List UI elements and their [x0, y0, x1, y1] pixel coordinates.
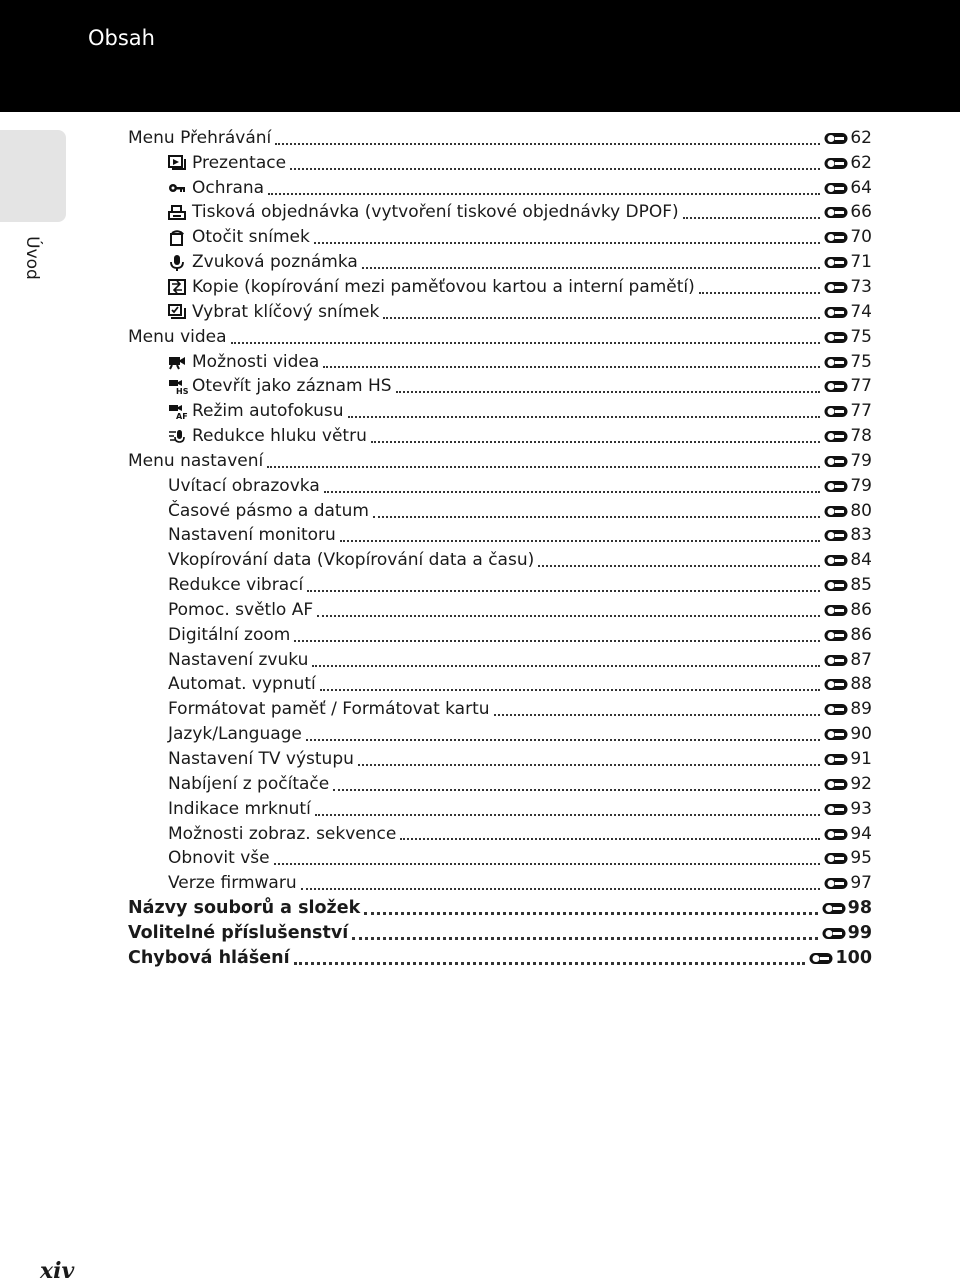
toc-entry[interactable]	[128, 548, 872, 573]
dot-leader	[315, 814, 821, 816]
dot-leader	[314, 242, 821, 244]
reference-section-icon	[824, 628, 848, 643]
toc-entry-title: Menu Přehrávání	[128, 127, 272, 148]
movie-hs-icon	[168, 379, 189, 396]
dot-leader	[683, 217, 821, 219]
page-reference	[824, 676, 872, 693]
page-reference	[824, 276, 872, 297]
toc-entry-page: 83	[850, 525, 872, 546]
toc-entry-title: Nastavení TV výstupu	[168, 749, 354, 770]
toc-entry[interactable]	[128, 350, 872, 375]
reference-section-icon	[824, 131, 848, 146]
toc-entry-title: Digitální zoom	[168, 624, 291, 645]
dot-leader	[290, 168, 820, 170]
toc-entry-page: 93	[850, 798, 872, 819]
reference-section-icon	[824, 454, 848, 469]
toc-entry[interactable]	[128, 474, 872, 499]
toc-entry-page: 90	[850, 724, 872, 745]
toc-entry-page: 78	[850, 426, 872, 447]
toc-entry[interactable]	[128, 673, 872, 698]
toc-entry-page: 79	[850, 450, 872, 471]
reference-section-icon	[822, 901, 846, 916]
reference-section-icon	[824, 528, 848, 543]
toc-entry[interactable]	[128, 126, 872, 151]
reference-section-icon	[809, 951, 833, 966]
reference-section-icon	[824, 479, 848, 494]
dot-leader	[364, 912, 817, 915]
dot-leader	[352, 937, 817, 940]
toc-entry[interactable]	[128, 399, 872, 424]
reference-section-icon	[824, 404, 848, 419]
page-reference	[824, 500, 872, 521]
toc-entry-title: Menu nastavení	[128, 450, 264, 471]
toc-entry-title: Možnosti videa	[192, 351, 320, 372]
dot-leader	[396, 391, 821, 393]
toc-entry-page: 100	[835, 947, 872, 968]
toc-entry[interactable]	[128, 275, 872, 300]
toc-entry[interactable]	[128, 921, 872, 946]
dot-leader	[400, 838, 820, 840]
dot-leader	[268, 193, 820, 195]
page-reference	[824, 850, 872, 867]
page-reference	[824, 552, 872, 569]
toc-entry-page: 75	[850, 351, 872, 372]
toc-entry-page: 70	[850, 227, 872, 248]
page-reference	[824, 527, 872, 544]
toc-entry[interactable]	[128, 300, 872, 325]
toc-entry-page: 62	[850, 127, 872, 148]
toc-entry-page: 86	[850, 624, 872, 645]
page-reference	[822, 897, 872, 918]
side-tab-label: Úvod	[22, 236, 42, 280]
page-reference	[824, 351, 872, 372]
toc-entry[interactable]	[128, 648, 872, 673]
print-order-icon	[168, 205, 186, 221]
dot-leader	[333, 789, 820, 791]
toc-entry[interactable]	[128, 374, 872, 399]
toc-entry-title: Pomoc. světlo AF	[168, 599, 314, 620]
dot-leader	[306, 739, 820, 741]
toc-entry-title: Indikace mrknutí	[168, 798, 311, 819]
reference-section-icon	[824, 677, 848, 692]
toc-entry[interactable]	[128, 449, 872, 474]
page-reference	[824, 428, 872, 445]
toc-entry-page: 84	[850, 550, 872, 571]
toc-entry-title: Jazyk/Language	[168, 724, 302, 745]
toc-entry-title: Kopie (kopírování mezi paměťovou kartou a interní pamětí)	[192, 276, 695, 297]
toc-entry-title: Režim autofokusu	[192, 401, 344, 422]
toc-entry-title: Volitelné příslušenství	[128, 922, 349, 943]
dot-leader	[348, 416, 821, 418]
toc-entry-title: Možnosti zobraz. sekvence	[168, 823, 397, 844]
page-number: xiv	[40, 1258, 75, 1284]
side-tab[interactable]	[0, 130, 66, 222]
reference-section-icon	[824, 578, 848, 593]
page-reference	[824, 254, 872, 271]
reference-section-icon	[824, 702, 848, 717]
dot-leader	[324, 491, 821, 493]
page-reference	[822, 922, 872, 943]
toc-entry-title: Chybová hlášení	[128, 947, 290, 968]
toc-entry-page: 71	[850, 252, 872, 273]
dot-leader	[320, 689, 821, 691]
page-reference	[824, 204, 872, 221]
page-reference	[824, 177, 872, 198]
dot-leader	[294, 962, 806, 965]
page-reference	[824, 127, 872, 148]
toc-entry-title: Prezentace	[192, 152, 287, 173]
toc-entry-page: 85	[850, 575, 872, 596]
svg-text:HS: HS	[176, 386, 189, 396]
dot-leader	[301, 888, 821, 890]
toc-entry-page: 88	[850, 674, 872, 695]
toc-entry[interactable]	[128, 225, 872, 250]
toc-entry-page: 89	[850, 699, 872, 720]
reference-section-icon	[824, 255, 848, 270]
toc-entry[interactable]	[128, 772, 872, 797]
header-bar	[0, 0, 960, 112]
reference-section-icon	[824, 156, 848, 171]
toc-entry-title: Redukce vibrací	[168, 575, 304, 596]
toc-entry-title: Zvuková poznámka	[192, 252, 358, 273]
reference-section-icon	[824, 802, 848, 817]
dot-leader	[317, 615, 820, 617]
page-reference	[824, 301, 872, 322]
toc-entry-title: Uvítací obrazovka	[168, 475, 320, 496]
dot-leader	[371, 441, 821, 443]
page-reference	[824, 624, 872, 645]
toc-entry-title: Otočit snímek	[192, 227, 310, 248]
wind-noise-icon	[168, 429, 186, 445]
reference-section-icon	[824, 851, 848, 866]
page-reference	[824, 378, 872, 395]
page-reference	[824, 577, 872, 594]
reference-section-icon	[824, 777, 848, 792]
page-reference	[824, 152, 872, 173]
dot-leader	[274, 863, 821, 865]
dot-leader	[294, 640, 820, 642]
reference-section-icon	[824, 504, 848, 519]
dot-leader	[231, 342, 821, 344]
toc-entry-page: 99	[847, 922, 872, 943]
page-reference	[824, 403, 872, 420]
toc-entry-page: 94	[850, 823, 872, 844]
reference-section-icon	[824, 653, 848, 668]
page-reference	[824, 450, 872, 471]
toc-entry[interactable]	[128, 822, 872, 847]
page-reference	[824, 701, 872, 718]
toc-entry-title: Tisková objednávka (vytvoření tiskové objednávky DPOF)	[192, 202, 679, 223]
reference-section-icon	[824, 205, 848, 220]
dot-leader	[373, 516, 820, 518]
toc-entry[interactable]	[128, 573, 872, 598]
toc-entry[interactable]	[128, 250, 872, 275]
svg-text:AF: AF	[176, 411, 188, 421]
page-reference	[824, 875, 872, 892]
dot-leader	[267, 466, 820, 468]
reference-section-icon	[824, 330, 848, 345]
toc-entry-page: 66	[850, 202, 872, 223]
toc-entry-page: 92	[850, 773, 872, 794]
reference-section-icon	[824, 603, 848, 618]
copy-icon	[168, 279, 186, 295]
toc-entry[interactable]	[128, 325, 872, 350]
reference-section-icon	[824, 379, 848, 394]
toc-entry[interactable]	[128, 424, 872, 449]
toc-entry[interactable]	[128, 722, 872, 747]
toc-entry-page: 91	[850, 749, 872, 770]
toc-entry-page: 97	[850, 873, 872, 894]
page-reference	[824, 326, 872, 347]
dot-leader	[538, 565, 820, 567]
toc-entry-page: 79	[850, 475, 872, 496]
toc-entry[interactable]	[128, 623, 872, 648]
toc-entry[interactable]	[128, 499, 872, 524]
slideshow-icon	[168, 155, 186, 171]
toc-entry-page: 86	[850, 599, 872, 620]
dot-leader	[307, 590, 820, 592]
dot-leader	[312, 665, 820, 667]
reference-section-icon	[824, 181, 848, 196]
reference-section-icon	[824, 280, 848, 295]
toc-entry-title: Názvy souborů a složek	[128, 897, 361, 918]
toc-entry-page: 62	[850, 152, 872, 173]
toc-entry-title: Obnovit vše	[168, 848, 270, 869]
reference-section-icon	[824, 876, 848, 891]
toc-entry[interactable]	[128, 846, 872, 871]
toc-entry-page: 75	[850, 326, 872, 347]
page-reference	[824, 773, 872, 794]
toc-entry[interactable]	[128, 871, 872, 896]
page-reference	[824, 649, 872, 670]
toc-entry-title: Otevřít jako záznam HS	[192, 376, 392, 397]
toc-entry-title: Verze firmwaru	[168, 873, 297, 894]
reference-section-icon	[824, 553, 848, 568]
toc-entry[interactable]	[128, 797, 872, 822]
key-picture-icon	[168, 304, 186, 320]
toc-entry[interactable]	[128, 524, 872, 549]
reference-section-icon	[824, 305, 848, 320]
toc-entry[interactable]	[128, 747, 872, 772]
page-reference	[824, 798, 872, 819]
toc-entry-title: Menu videa	[128, 326, 227, 347]
toc-entry-page: 74	[850, 301, 872, 322]
toc-entry[interactable]	[128, 896, 872, 921]
toc-entry-page: 95	[850, 848, 872, 869]
toc-entry[interactable]	[128, 201, 872, 226]
reference-section-icon	[824, 827, 848, 842]
toc-entry[interactable]	[128, 598, 872, 623]
reference-section-icon	[824, 355, 848, 370]
toc-entry[interactable]	[128, 946, 872, 971]
dot-leader	[275, 143, 820, 145]
toc-entry-page: 87	[850, 649, 872, 670]
page-reference	[824, 751, 872, 768]
page-title: Obsah	[88, 26, 155, 50]
toc-entry-title: Časové pásmo a datum	[168, 500, 369, 521]
toc-entry-title: Nabíjení z počítače	[168, 773, 330, 794]
reference-section-icon	[824, 727, 848, 742]
dot-leader	[699, 292, 821, 294]
toc-entry[interactable]	[128, 176, 872, 201]
table-of-contents	[128, 126, 872, 971]
dot-leader	[358, 764, 820, 766]
page-reference	[824, 726, 872, 743]
toc-entry-page: 98	[847, 897, 872, 918]
dot-leader	[383, 317, 820, 319]
toc-entry-title: Redukce hluku větru	[192, 426, 367, 447]
movie-af-icon	[168, 404, 186, 420]
page-reference	[824, 823, 872, 844]
dot-leader	[323, 366, 820, 368]
dot-leader	[494, 714, 821, 716]
reference-section-icon	[824, 752, 848, 767]
page-reference	[824, 599, 872, 620]
dot-leader	[340, 540, 821, 542]
toc-entry-title: Ochrana	[192, 177, 265, 198]
toc-entry-page: 77	[850, 401, 872, 422]
rotate-image-icon	[168, 230, 186, 246]
toc-entry-title: Vkopírování data (Vkopírování data a času)	[168, 550, 535, 571]
toc-entry-title: Nastavení zvuku	[168, 649, 309, 670]
page-reference	[824, 475, 872, 496]
toc-entry-page: 73	[850, 276, 872, 297]
reference-section-icon	[822, 926, 846, 941]
toc-entry[interactable]	[128, 697, 872, 722]
toc-entry-title: Vybrat klíčový snímek	[192, 301, 380, 322]
movie-camera-icon	[168, 354, 186, 370]
dot-leader	[362, 267, 821, 269]
toc-entry-title: Nastavení monitoru	[168, 525, 336, 546]
microphone-icon	[168, 255, 186, 271]
toc-entry-page: 77	[850, 376, 872, 397]
reference-section-icon	[824, 429, 848, 444]
toc-entry-title: Formátovat paměť / Formátovat kartu	[168, 699, 490, 720]
protect-key-icon	[168, 180, 186, 196]
toc-entry-title: Automat. vypnutí	[168, 674, 316, 695]
reference-section-icon	[824, 230, 848, 245]
toc-entry-page: 80	[850, 500, 872, 521]
page-reference	[809, 947, 872, 968]
toc-entry[interactable]	[128, 151, 872, 176]
toc-entry-page: 64	[850, 177, 872, 198]
page-reference	[824, 229, 872, 246]
